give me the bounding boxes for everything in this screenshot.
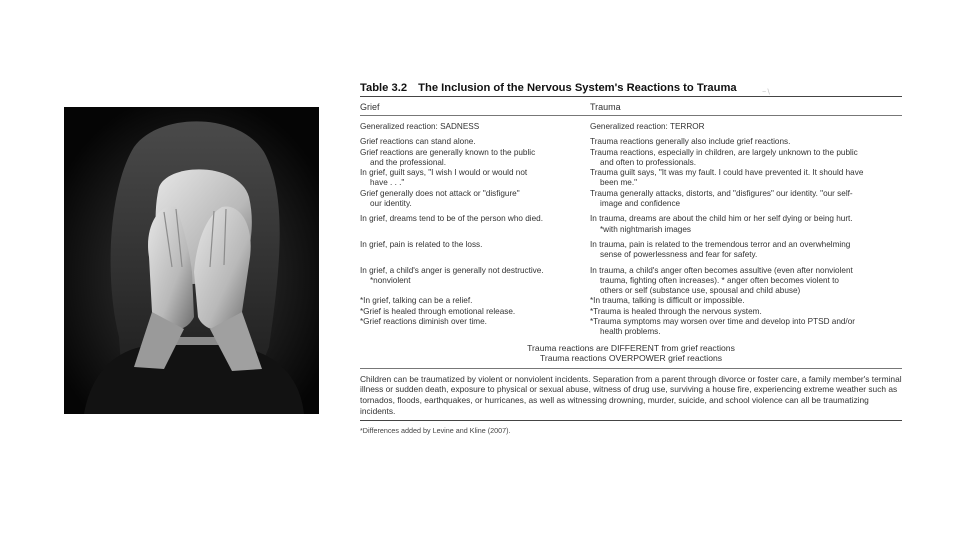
column-header-grief: Grief xyxy=(360,102,380,112)
table-row xyxy=(360,240,902,261)
table-row xyxy=(360,214,902,235)
grief-cell-line: In grief, a child's anger is generally not destructive. xyxy=(360,265,544,275)
center-note xyxy=(360,338,902,369)
trauma-cell-line: image and confidence xyxy=(600,199,681,209)
trauma-cell-line: trauma, fighting often increases). * anger often becomes violent to xyxy=(600,275,839,285)
trauma-cell-line: been me." xyxy=(600,178,638,188)
table-row xyxy=(360,296,902,306)
table-row xyxy=(360,168,902,189)
trauma-cell-line: *In trauma, talking is difficult or impossible. xyxy=(590,296,745,306)
trauma-cell-line: others or self (substance use, spousal and child abuse) xyxy=(600,286,801,296)
trauma-cell-line: In trauma, dreams are about the child him or her self dying or being hurt. xyxy=(590,214,853,224)
trauma-cell xyxy=(590,122,902,132)
trauma-cell-line: *Trauma symptoms may worsen over time and develop into PTSD and/or xyxy=(590,317,855,327)
grief-cell-line: In grief, guilt says, "I wish I would or would not xyxy=(360,168,528,178)
grief-cell-line: In grief, dreams tend to be of the person who died. xyxy=(360,214,543,224)
table-caption: The Inclusion of the Nervous System's Reactions to Trauma xyxy=(418,82,737,94)
grief-cell-line: In grief, pain is related to the loss. xyxy=(360,239,483,249)
table-row xyxy=(360,307,902,317)
trauma-cell-line: *with nightmarish images xyxy=(600,224,692,234)
grief-cell-line: *nonviolent xyxy=(370,275,411,285)
grief-cell xyxy=(360,317,590,338)
trauma-cell-line: Trauma guilt says, "It was my fault. I could have prevented it. It should have xyxy=(590,168,864,178)
grief-cell-line: Grief generally does not attack or "disfigure" xyxy=(360,188,520,198)
grief-cell-line: *Grief is healed through emotional release. xyxy=(360,306,516,316)
grief-cell xyxy=(360,168,590,189)
trauma-cell-line: Trauma generally attacks, distorts, and "disfigures" our identity. "our self- xyxy=(590,188,853,198)
grief-cell xyxy=(360,189,590,210)
explanatory-paragraph: Children can be traumatized by violent or nonviolent incidents. Separation from a parent through divorce or foster care, a family member's terminal illness or sudden death, exposure to physical or sexual abuse, witness of drug use, surviving a house fire, experiencing extreme weather such as tornados, floods, earthquakes, or hurricanes, as well as witnessing drowning, murder, suicide, and school violence can all be traumatizing incidents. xyxy=(360,369,902,421)
trauma-cell-line: Generalized reaction: TERROR xyxy=(590,122,705,131)
decorative-mark: −∖ xyxy=(762,89,771,96)
trauma-cell-line: health problems. xyxy=(600,327,661,337)
grief-cell xyxy=(360,307,590,317)
table-row xyxy=(360,137,902,147)
trauma-cell xyxy=(590,137,902,147)
column-header-trauma: Trauma xyxy=(590,102,621,112)
grief-cell xyxy=(360,296,590,306)
trauma-cell xyxy=(590,214,902,235)
trauma-cell-line: Trauma reactions generally also include grief reactions. xyxy=(590,137,791,147)
grief-cell xyxy=(360,240,590,261)
trauma-cell xyxy=(590,307,902,317)
table-title xyxy=(360,82,902,97)
grief-cell xyxy=(360,214,590,235)
table-row xyxy=(360,189,902,210)
grief-cell xyxy=(360,122,590,132)
trauma-cell-line: In trauma, a child's anger often becomes assultive (even after nonviolent xyxy=(590,265,853,275)
trauma-cell-line: and often to professionals. xyxy=(600,157,697,167)
table-row xyxy=(360,317,902,338)
grief-cell xyxy=(360,148,590,169)
table-number: Table 3.2 xyxy=(360,82,408,94)
grief-cell-line: *In grief, talking can be a relief. xyxy=(360,296,473,306)
center-note-line-2: Trauma reactions OVERPOWER grief reactions xyxy=(539,353,723,364)
trauma-cell-line: Trauma reactions, especially in children, are largely unknown to the public xyxy=(590,147,858,157)
trauma-cell xyxy=(590,168,902,189)
grief-cell-line: Grief reactions can stand alone. xyxy=(360,137,476,147)
trauma-cell xyxy=(590,148,902,169)
table-body xyxy=(360,116,902,338)
grief-cell-line: Grief reactions are generally known to the public xyxy=(360,147,536,157)
grief-cell xyxy=(360,137,590,147)
center-note-line-1: Trauma reactions are DIFFERENT from grief reactions xyxy=(527,342,735,353)
trauma-cell xyxy=(590,189,902,210)
trauma-cell xyxy=(590,296,902,306)
grief-cell-line: Generalized reaction: SADNESS xyxy=(360,122,480,131)
trauma-table xyxy=(360,82,902,435)
trauma-cell xyxy=(590,317,902,338)
grief-cell xyxy=(360,266,590,297)
table-row xyxy=(360,266,902,297)
table-footnote: *Differences added by Levine and Kline (2007). xyxy=(360,425,511,435)
trauma-cell-line: *Trauma is healed through the nervous system. xyxy=(590,306,762,316)
trauma-cell-line: In trauma, pain is related to the tremendous terror and an overwhelming xyxy=(590,239,851,249)
trauma-cell xyxy=(590,266,902,297)
grief-cell-line: our identity. xyxy=(370,199,412,209)
grief-cell-line: *Grief reactions diminish over time. xyxy=(360,317,487,327)
grief-cell-line: have . . ." xyxy=(370,178,405,188)
table-row xyxy=(360,122,902,132)
grief-cell-line: and the professional. xyxy=(370,157,447,167)
table-row xyxy=(360,148,902,169)
crying-girl-photo xyxy=(64,107,319,414)
trauma-cell xyxy=(590,240,902,261)
trauma-cell-line: sense of powerlessness and fear for safety. xyxy=(600,250,758,260)
column-headers xyxy=(360,97,902,116)
